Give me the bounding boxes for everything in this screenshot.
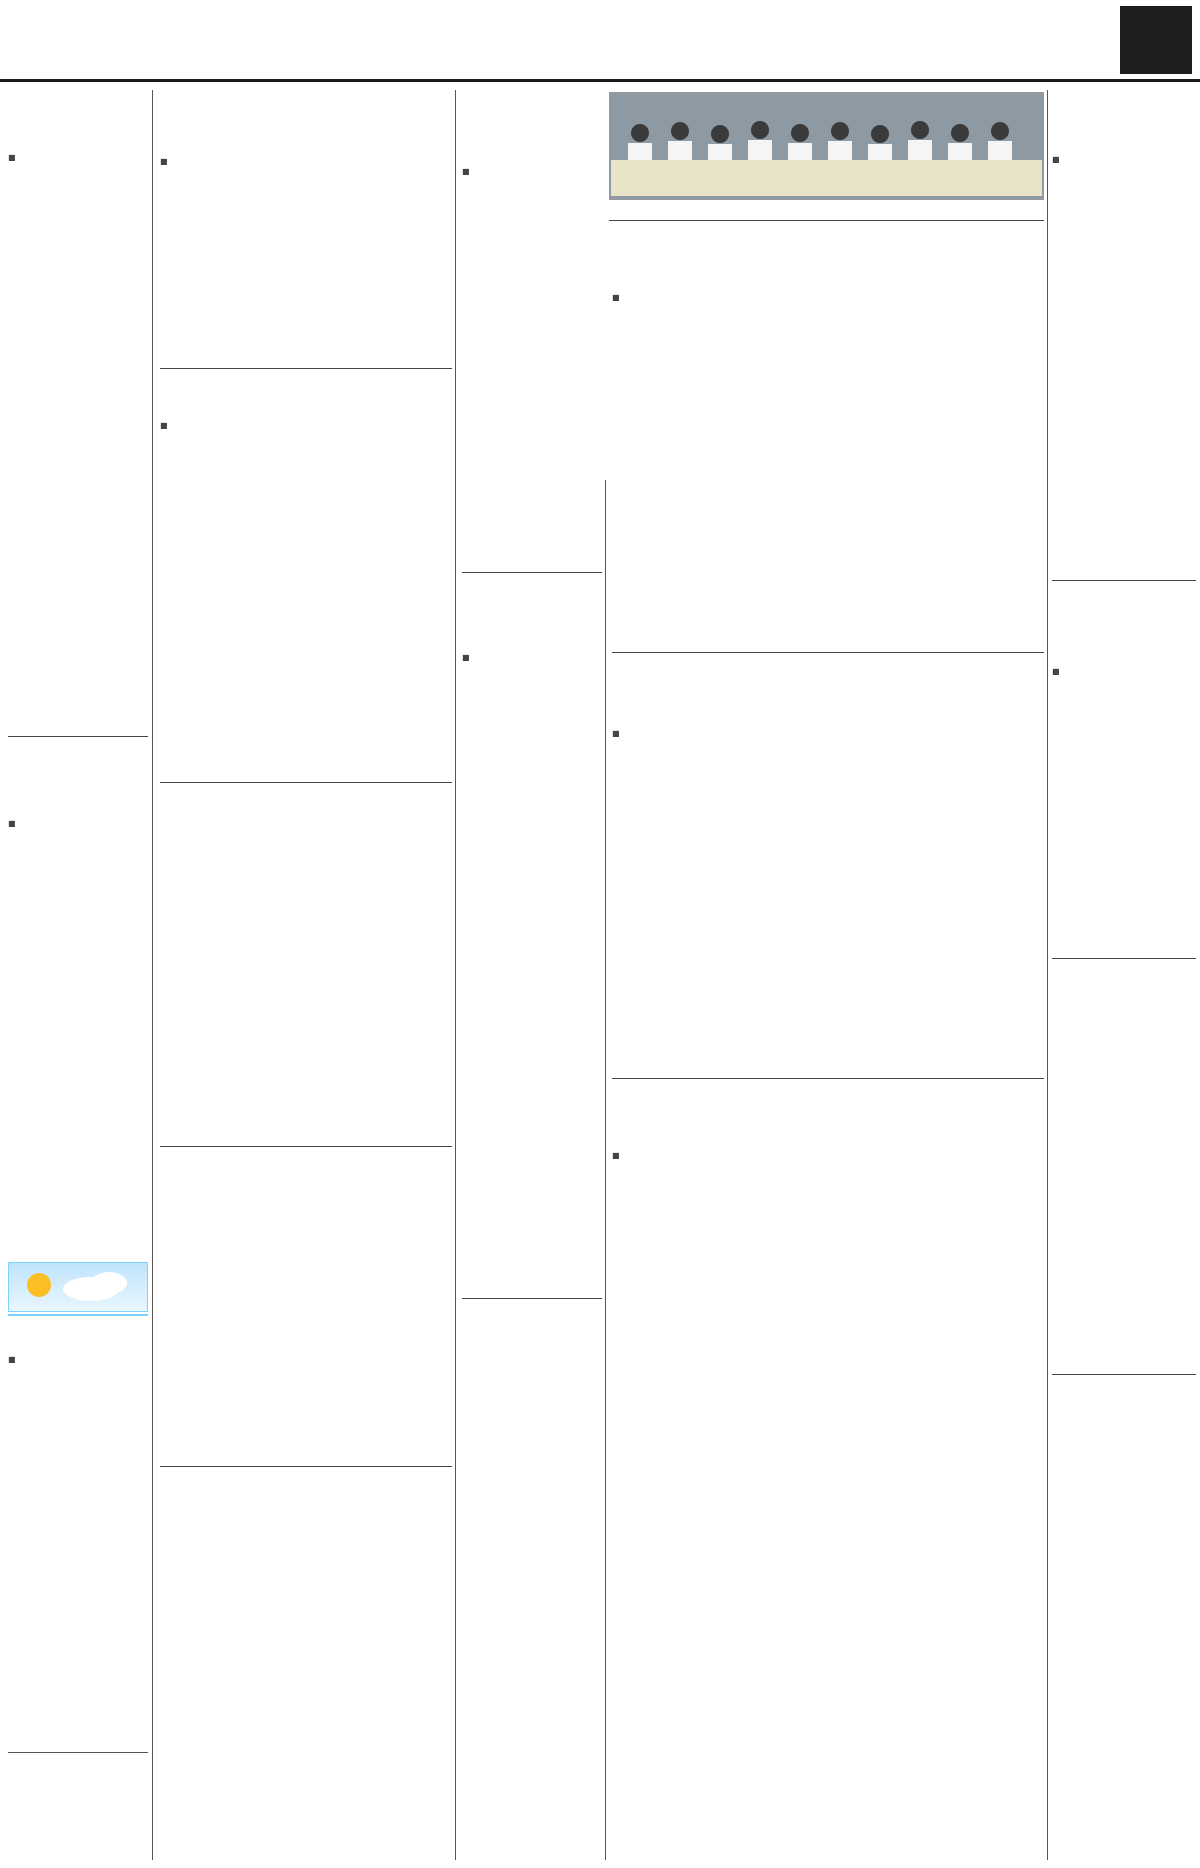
divider xyxy=(1052,1374,1196,1375)
divider xyxy=(8,736,148,737)
divider xyxy=(160,782,452,783)
divider xyxy=(462,1298,602,1299)
teacher-byline xyxy=(462,652,602,663)
tribunal-body xyxy=(1052,682,1196,952)
column-rule xyxy=(152,90,153,1860)
rally-banner-text xyxy=(611,160,1042,196)
divider xyxy=(609,220,1044,221)
dudu-body xyxy=(462,182,602,566)
lollipop-body xyxy=(160,1194,452,1460)
imam-byline xyxy=(1052,154,1196,165)
weather-banner-art xyxy=(8,1262,148,1312)
textbook-byline xyxy=(612,292,812,303)
masthead xyxy=(0,0,1200,82)
cell xyxy=(101,1753,148,1754)
malaysia-body xyxy=(8,168,148,728)
gulistan-body xyxy=(8,834,148,1252)
engineer-body xyxy=(160,830,452,1140)
dudu-byline xyxy=(462,166,602,177)
imam-body xyxy=(1052,170,1196,574)
cell xyxy=(55,1753,102,1754)
rakhine-body xyxy=(1052,1418,1196,1858)
textbook-body xyxy=(612,308,1044,648)
minister-byline xyxy=(160,420,300,431)
column-rule xyxy=(605,480,606,1860)
divider xyxy=(160,1146,452,1147)
minister-body xyxy=(160,436,452,774)
tribunal-byline xyxy=(1052,666,1196,677)
divider xyxy=(160,1466,452,1467)
divider xyxy=(1052,958,1196,959)
table-row xyxy=(8,1753,148,1754)
divider xyxy=(612,1078,1044,1079)
weather-body xyxy=(8,1370,148,1750)
gulistan-byline xyxy=(8,818,148,829)
temperature-table xyxy=(8,1752,148,1753)
column-rule xyxy=(455,90,456,1860)
divider xyxy=(612,652,1044,653)
teacher-body xyxy=(462,668,602,1288)
admission-body xyxy=(160,172,452,364)
column-rule xyxy=(1047,90,1048,1860)
weather-byline xyxy=(8,1354,148,1365)
visa-byline xyxy=(612,728,812,739)
divider xyxy=(160,368,452,369)
patrika-body xyxy=(160,1514,452,1858)
visa-body xyxy=(612,744,1044,1074)
cell xyxy=(8,1753,55,1754)
malaysia-byline xyxy=(8,152,148,163)
jilal-byline xyxy=(612,1150,812,1161)
border-body xyxy=(1052,1018,1196,1368)
jilal-body xyxy=(612,1166,1044,1858)
health-body xyxy=(462,1346,602,1858)
divider xyxy=(462,572,602,573)
admission-byline xyxy=(160,156,300,167)
weather-table xyxy=(8,1752,148,1753)
divider xyxy=(1052,580,1196,581)
weather-heading xyxy=(8,1314,148,1316)
page-number xyxy=(1120,6,1192,74)
sun-cloud-icon xyxy=(9,1263,147,1311)
newspaper-logo[interactable] xyxy=(12,18,172,66)
